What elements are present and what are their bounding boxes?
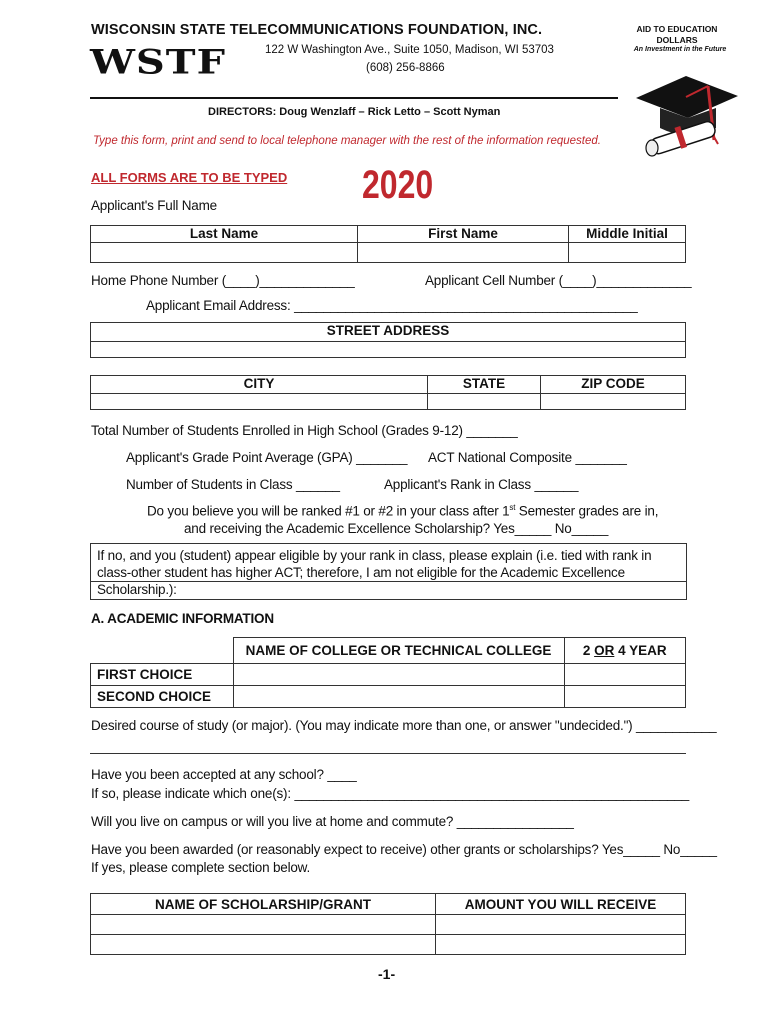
year-type-a: 2: [582, 643, 595, 658]
graduation-cap-icon: [622, 70, 742, 160]
state-header: STATE: [428, 376, 541, 394]
year-type-header: [564, 638, 686, 664]
explanation-divider: [91, 581, 686, 582]
college-table-corner: [91, 638, 234, 664]
believe-question: [147, 503, 658, 519]
city-table: [90, 375, 686, 410]
first-name-field[interactable]: [358, 243, 569, 263]
zip-header: ZIP CODE: [541, 376, 686, 394]
total-students-line[interactable]: Total Number of Students Enrolled in High School (Grades 9-12) _______: [91, 423, 518, 438]
gpa-line[interactable]: Applicant's Grade Point Average (GPA) _______: [126, 450, 408, 465]
believe-question-b: Semester grades are in,: [515, 503, 659, 519]
believe-question-sup: st: [509, 503, 516, 512]
desired-course-line[interactable]: Desired course of study (or major). (You may indicate more than one, or answer "undecided.") ___________: [91, 718, 717, 733]
last-name-header: Last Name: [91, 226, 358, 243]
scholarship-name-header: NAME OF SCHOLARSHIP/GRANT: [91, 894, 436, 915]
first-name-header: First Name: [358, 226, 569, 243]
org-phone: (608) 256-8866: [366, 62, 445, 74]
accepted-question[interactable]: Have you been accepted at any school? ____: [91, 767, 357, 782]
act-line[interactable]: ACT National Composite _______: [428, 450, 627, 465]
home-phone-line[interactable]: Home Phone Number (____)_____________: [91, 273, 355, 288]
scholarship-name-field-1[interactable]: [91, 915, 436, 935]
aid-to-education-title: [617, 24, 737, 46]
city-field[interactable]: [91, 394, 428, 410]
year-type-b: 4 YEAR: [614, 643, 667, 658]
believe-question-2[interactable]: and receiving the Academic Excellence Scholarship? Yes_____ No_____: [184, 521, 609, 536]
num-students-line[interactable]: Number of Students in Class ______: [126, 477, 340, 492]
first-choice-college-field[interactable]: [233, 664, 564, 686]
college-name-header: NAME OF COLLEGE OR TECHNICAL COLLEGE: [233, 638, 564, 664]
all-forms-typed-notice: ALL FORMS ARE TO BE TYPED: [91, 170, 288, 185]
second-choice-label: SECOND CHOICE: [91, 686, 234, 708]
second-choice-year-field[interactable]: [564, 686, 686, 708]
which-schools-line[interactable]: If so, please indicate which one(s): ______________________________________________________: [91, 786, 690, 801]
year-type-or: OR: [594, 643, 615, 658]
explanation-box[interactable]: [90, 543, 687, 600]
aid-tagline: An Investment in the Future: [633, 46, 727, 53]
live-question[interactable]: Will you live on campus or will you live at home and commute? ________________: [91, 814, 574, 829]
header-rule: [90, 97, 618, 99]
last-name-field[interactable]: [91, 243, 358, 263]
second-choice-college-field[interactable]: [233, 686, 564, 708]
first-choice-year-field[interactable]: [564, 664, 686, 686]
aid-line-2: DOLLARS: [656, 35, 698, 45]
first-choice-label: FIRST CHOICE: [91, 664, 234, 686]
academic-section-title: A. ACADEMIC INFORMATION: [91, 611, 274, 626]
amount-field-2[interactable]: [436, 935, 686, 955]
grants-question[interactable]: Have you been awarded (or reasonably expect to receive) other grants or scholarships? Yes_____ No_____: [91, 842, 717, 857]
scholarship-table: [90, 893, 686, 955]
middle-initial-field[interactable]: [569, 243, 686, 263]
name-table: [90, 225, 686, 263]
page-number: -1-: [378, 966, 396, 982]
desired-course-fill-line[interactable]: [90, 753, 686, 754]
believe-question-a: Do you believe you will be ranked #1 or #2 in your class after 1: [147, 503, 510, 519]
org-name: WISCONSIN STATE TELECOMMUNICATIONS FOUNDATION, INC.: [91, 22, 543, 38]
directors-line: DIRECTORS: Doug Wenzlaff – Rick Letto – Scott Nyman: [208, 106, 501, 118]
amount-field-1[interactable]: [436, 915, 686, 935]
street-address-field[interactable]: [91, 342, 686, 358]
city-header: CITY: [91, 376, 428, 394]
org-address: 122 W Washington Ave., Suite 1050, Madison, WI 53703: [265, 44, 554, 56]
middle-initial-header: Middle Initial: [569, 226, 686, 243]
email-line[interactable]: Applicant Email Address: _______________________________________________: [146, 298, 638, 313]
zip-field[interactable]: [541, 394, 686, 410]
complete-below-note: If yes, please complete section below.: [91, 860, 311, 875]
rank-line[interactable]: Applicant's Rank in Class ______: [384, 477, 579, 492]
scholarship-name-field-2[interactable]: [91, 935, 436, 955]
college-table: [90, 637, 686, 708]
aid-line-1: AID TO EDUCATION: [636, 24, 718, 34]
wstf-logo: WSTF: [90, 42, 226, 82]
amount-header: AMOUNT YOU WILL RECEIVE: [436, 894, 686, 915]
form-year: 2020: [362, 163, 434, 207]
instructions: Type this form, print and send to local telephone manager with the rest of the information requested.: [93, 135, 601, 147]
street-table: [90, 322, 686, 358]
street-address-header: STREET ADDRESS: [91, 323, 686, 342]
cell-phone-line[interactable]: Applicant Cell Number (____)_____________: [425, 273, 692, 288]
full-name-label: Applicant's Full Name: [91, 198, 217, 213]
state-field[interactable]: [428, 394, 541, 410]
if-no-explain-text: If no, and you (student) appear eligible by your rank in class, please explain (i.e. tied with rank in class-other student has higher ACT; therefore, I am not eligible for the Academic Excellence Scholarship.):: [97, 548, 652, 597]
